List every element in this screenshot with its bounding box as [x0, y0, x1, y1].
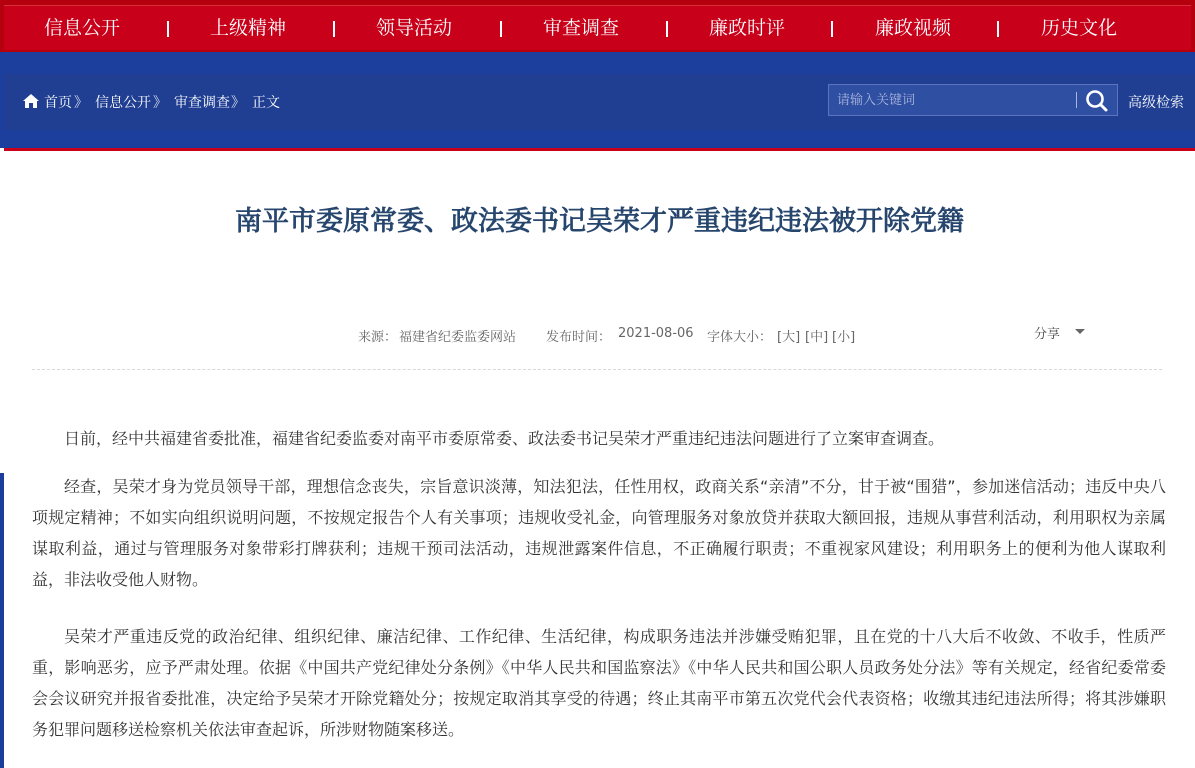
nav-separator [500, 21, 502, 37]
nav-separator [666, 21, 668, 37]
source-label: 来源： [358, 330, 398, 345]
nav-item-info-open[interactable]: 信息公开 [44, 17, 121, 39]
nav-item-integrity-commentary[interactable]: 廉政时评 [709, 17, 786, 39]
share-button[interactable]: 分享 [1034, 327, 1061, 342]
breadcrumb-arrow: 》 [231, 95, 245, 111]
nav-separator [831, 21, 833, 37]
article-date: 2021-08-06 [618, 326, 694, 341]
article-paragraph: 经查，吴荣才身为党员领导干部，理想信念丧失，宗旨意识淡薄，知法犯法，任性用权，政商关系“亲清”不分，甘于被“围猎”，参加迷信活动；违反中央八项规定精神；不如实向组织说明问题，不按规定报告个人有关事项；违规收受礼金，向管理服务对象放贷并获取大额回报，违规从事营利活动，利用职权为亲属谋取利益，通过与管理服务对象带彩打牌获利；违规干预司法活动，违规泄露案件信息，不正确履行职责；不重视家风建设；利用职务上的便利为他人谋取利益，非法收受他人财物。 [32, 477, 1166, 589]
font-size-large-button[interactable]: [大] [777, 330, 801, 345]
divider [32, 369, 1162, 370]
search-divider [1076, 92, 1077, 108]
nav-item-integrity-video[interactable]: 廉政视频 [875, 17, 952, 39]
nav-separator [333, 21, 335, 37]
nav-item-history-culture[interactable]: 历史文化 [1041, 17, 1118, 39]
article-source: 福建省纪委监委网站 [399, 330, 517, 345]
date-label: 发布时间： [546, 330, 612, 345]
article-paragraph: 日前，经中共福建省委批准，福建省纪委监委对南平市委原常委、政法委书记吴荣才严重违纪违法问题进行了立案审查调查。 [64, 429, 945, 448]
nav-separator [997, 21, 999, 37]
nav-item-superior-spirit[interactable]: 上级精神 [210, 17, 287, 39]
nav-separator [167, 21, 169, 37]
font-size-label: 字体大小： [707, 330, 773, 345]
nav-item-leader-activities[interactable]: 领导活动 [376, 17, 453, 39]
font-size-medium-button[interactable]: [中] [805, 330, 829, 345]
top-nav [0, 0, 1195, 52]
breadcrumb-info-open[interactable]: 信息公开 [95, 95, 151, 111]
advanced-search-link[interactable]: 高级检索 [1128, 95, 1184, 111]
home-icon[interactable] [22, 93, 40, 109]
breadcrumb-current: 正文 [252, 95, 280, 111]
breadcrumb-review-investigation[interactable]: 审查调查 [174, 95, 230, 111]
search-input[interactable] [829, 85, 1091, 115]
search-icon[interactable] [1083, 88, 1111, 112]
article-title: 南平市委原常委、政法委书记吴荣才严重违纪违法被开除党籍 [235, 206, 964, 237]
top-nav-bar [4, 5, 1191, 50]
chevron-down-icon[interactable] [1075, 329, 1085, 334]
breadcrumb-arrow: 》 [153, 95, 167, 111]
article-paragraph: 吴荣才严重违反党的政治纪律、组织纪律、廉洁纪律、工作纪律、生活纪律，构成职务违法并涉嫌受贿犯罪，且在党的十八大后不收敛、不收手，性质严重，影响恶劣，应予严肃处理。依据《中国共产党纪律处分条例》《中华人民共和国监察法》《中华人民共和国公职人员政务处分法》等有关规定，经省纪委常委会会议研究并报省委批准，决定给予吴荣才开除党籍处分；按规定取消其享受的待遇；终止其南平市第五次党代会代表资格；收缴其违纪违法所得；将其涉嫌职务犯罪问题移送检察机关依法审查起诉，所涉财物随案移送。 [32, 627, 1166, 739]
breadcrumb-home[interactable]: 首页 [44, 95, 72, 111]
font-size-small-button[interactable]: [小] [832, 330, 856, 345]
breadcrumb-arrow: 》 [74, 95, 88, 111]
nav-item-review-investigation[interactable]: 审查调查 [543, 17, 620, 39]
article-content [4, 148, 1195, 768]
search-box [828, 84, 1118, 116]
